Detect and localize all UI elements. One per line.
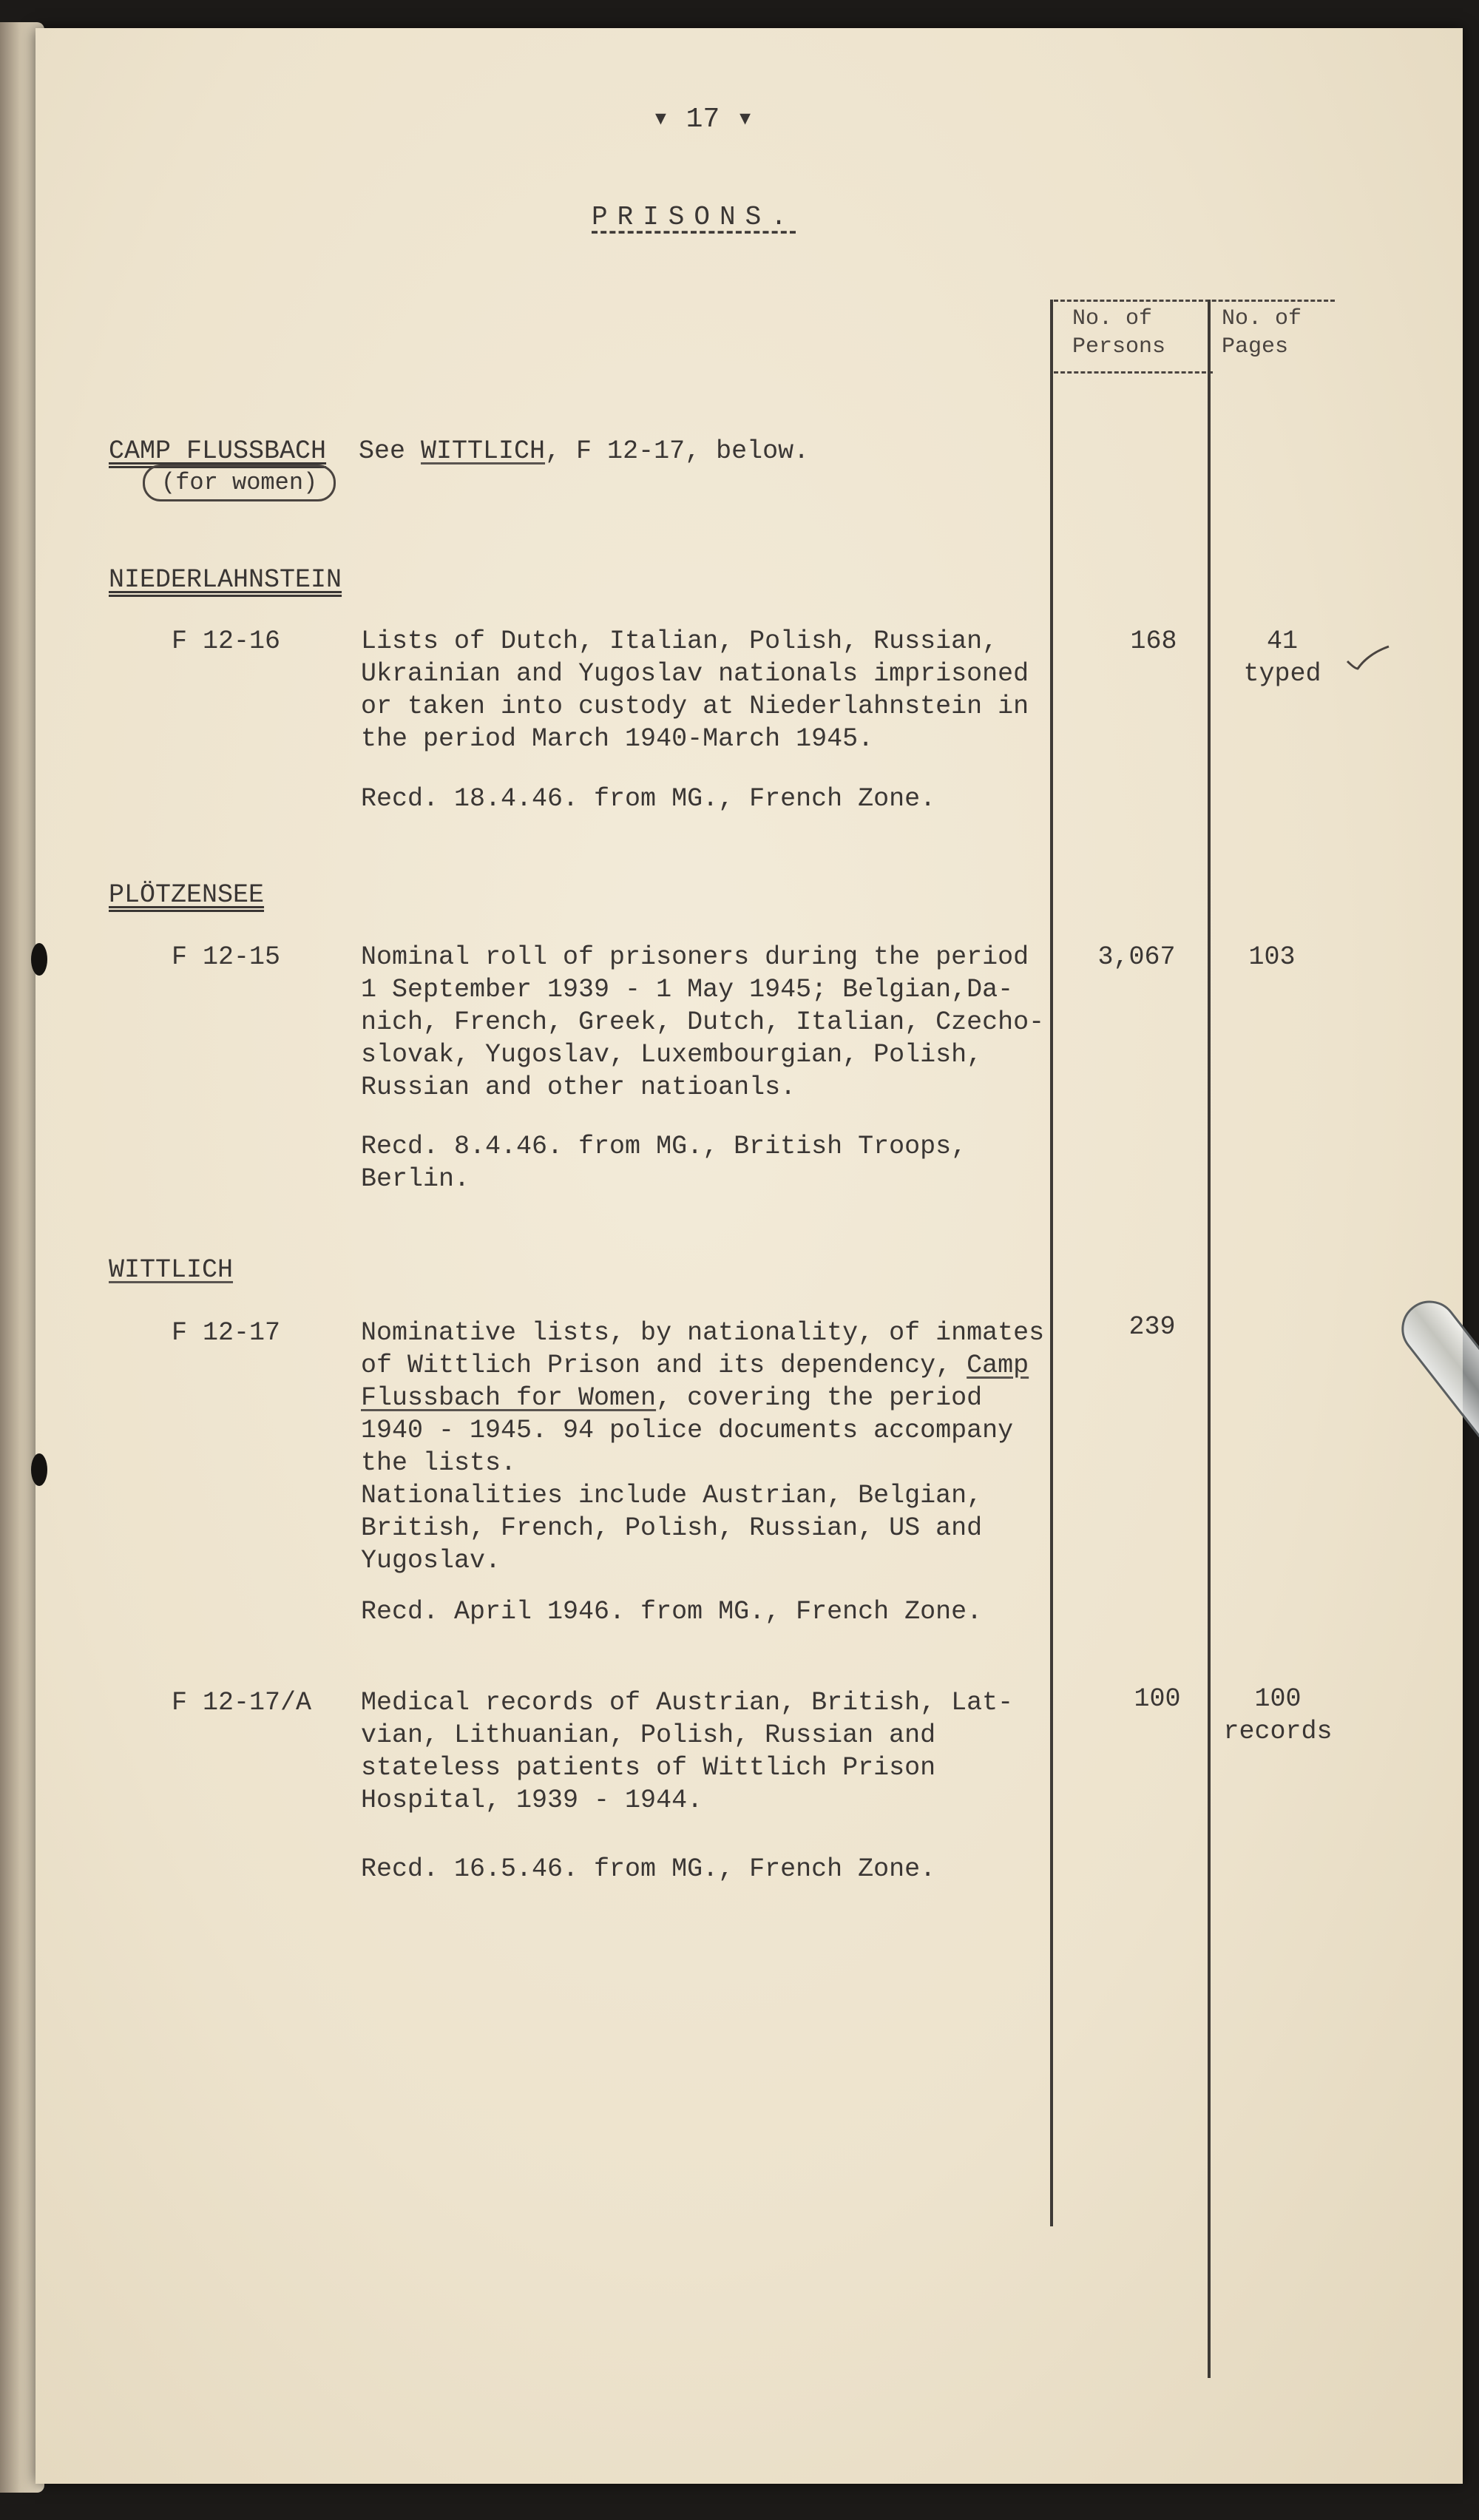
wittlich-medical-received: Recd. 16.5.46. from MG., French Zone. (361, 1854, 936, 1884)
check-mark-icon (1346, 643, 1390, 673)
binder-hole-bottom (31, 1453, 47, 1486)
page-number: ▾ 17 ▾ (652, 104, 754, 135)
flussbach-see-reference: See WITTLICH, F 12-17, below. (359, 436, 810, 466)
niederlahnstein-persons: 168 (1130, 626, 1177, 656)
binder-hole-top (31, 943, 47, 976)
persons-column-divider (1050, 300, 1053, 2226)
plotzensee-persons: 3,067 (1097, 942, 1176, 972)
niederlahnstein-ref: F 12-16 (172, 626, 281, 656)
document-page (35, 28, 1463, 2484)
page-title: PRISONS. (592, 202, 796, 232)
camp-flussbach-link-2: Flussbach for Women (361, 1383, 657, 1413)
wittlich-medical-ref: F 12-17/A (172, 1688, 312, 1717)
niederlahnstein-pages: 41 typed (1243, 626, 1321, 689)
wittlich-medical-description: Medical records of Austrian, British, Lat- vian, Lithuanian, Polish, Russian and stateless patients of Wittlich Prison Hospital, 1939 - 1944. (361, 1688, 1014, 1815)
wittlich-medical-persons: 100 (1134, 1684, 1181, 1714)
camp-flussbach-link-1: Camp (967, 1351, 1029, 1380)
plotzensee-received: Recd. 8.4.46. from MG., British Troops, Berlin. (361, 1132, 967, 1194)
plotzensee-description: Nominal roll of prisoners during the period 1 September 1939 - 1 May 1945; Belgian,Da- nich, French, Greek, Dutch, Italian, Czecho- slovak, Yugoslav, Luxembourgian, Polish, Russian and other natioanls. (361, 942, 1045, 1102)
wittlich-persons: 239 (1128, 1312, 1176, 1342)
header-top-rule (1054, 300, 1335, 302)
section-camp-flussbach: CAMP FLUSSBACH (109, 436, 327, 466)
plotzensee-ref: F 12-15 (172, 942, 281, 972)
niederlahnstein-description: Lists of Dutch, Italian, Polish, Russian, Ukrainian and Yugoslav nationals imprisoned or taken into custody at Niederlahnstein in the period March 1940-March 1945. (361, 626, 1029, 754)
niederlahnstein-received: Recd. 18.4.46. from MG., French Zone. (361, 784, 936, 814)
pages-column-header: No. of Pages (1222, 306, 1302, 359)
wittlich-medical-pages: 100 records (1223, 1684, 1333, 1746)
wittlich-description: Nominative lists, by nationality, of inmates of Wittlich Prison and its dependency, Camp Flussbach for Women, covering the period 1940 - 1945. 94 police documents accompany the lists. Nationalities include Austrian, Belgian, British, French, Polish, Russian, US and Yugoslav. (361, 1318, 1045, 1575)
plotzensee-pages: 103 (1248, 942, 1296, 972)
section-wittlich: WITTLICH (109, 1255, 234, 1285)
for-women-note: (for women) (143, 465, 336, 501)
wittlich-received: Recd. April 1946. from MG., French Zone. (361, 1597, 983, 1626)
wittlich-link: WITTLICH (421, 436, 546, 466)
wittlich-ref: F 12-17 (172, 1318, 281, 1348)
section-niederlahnstein: NIEDERLAHNSTEIN (109, 565, 342, 595)
section-plotzensee: PLÖTZENSEE (109, 880, 265, 910)
persons-column-header: No. of Persons (1072, 306, 1166, 359)
header-bottom-rule (1054, 371, 1213, 374)
